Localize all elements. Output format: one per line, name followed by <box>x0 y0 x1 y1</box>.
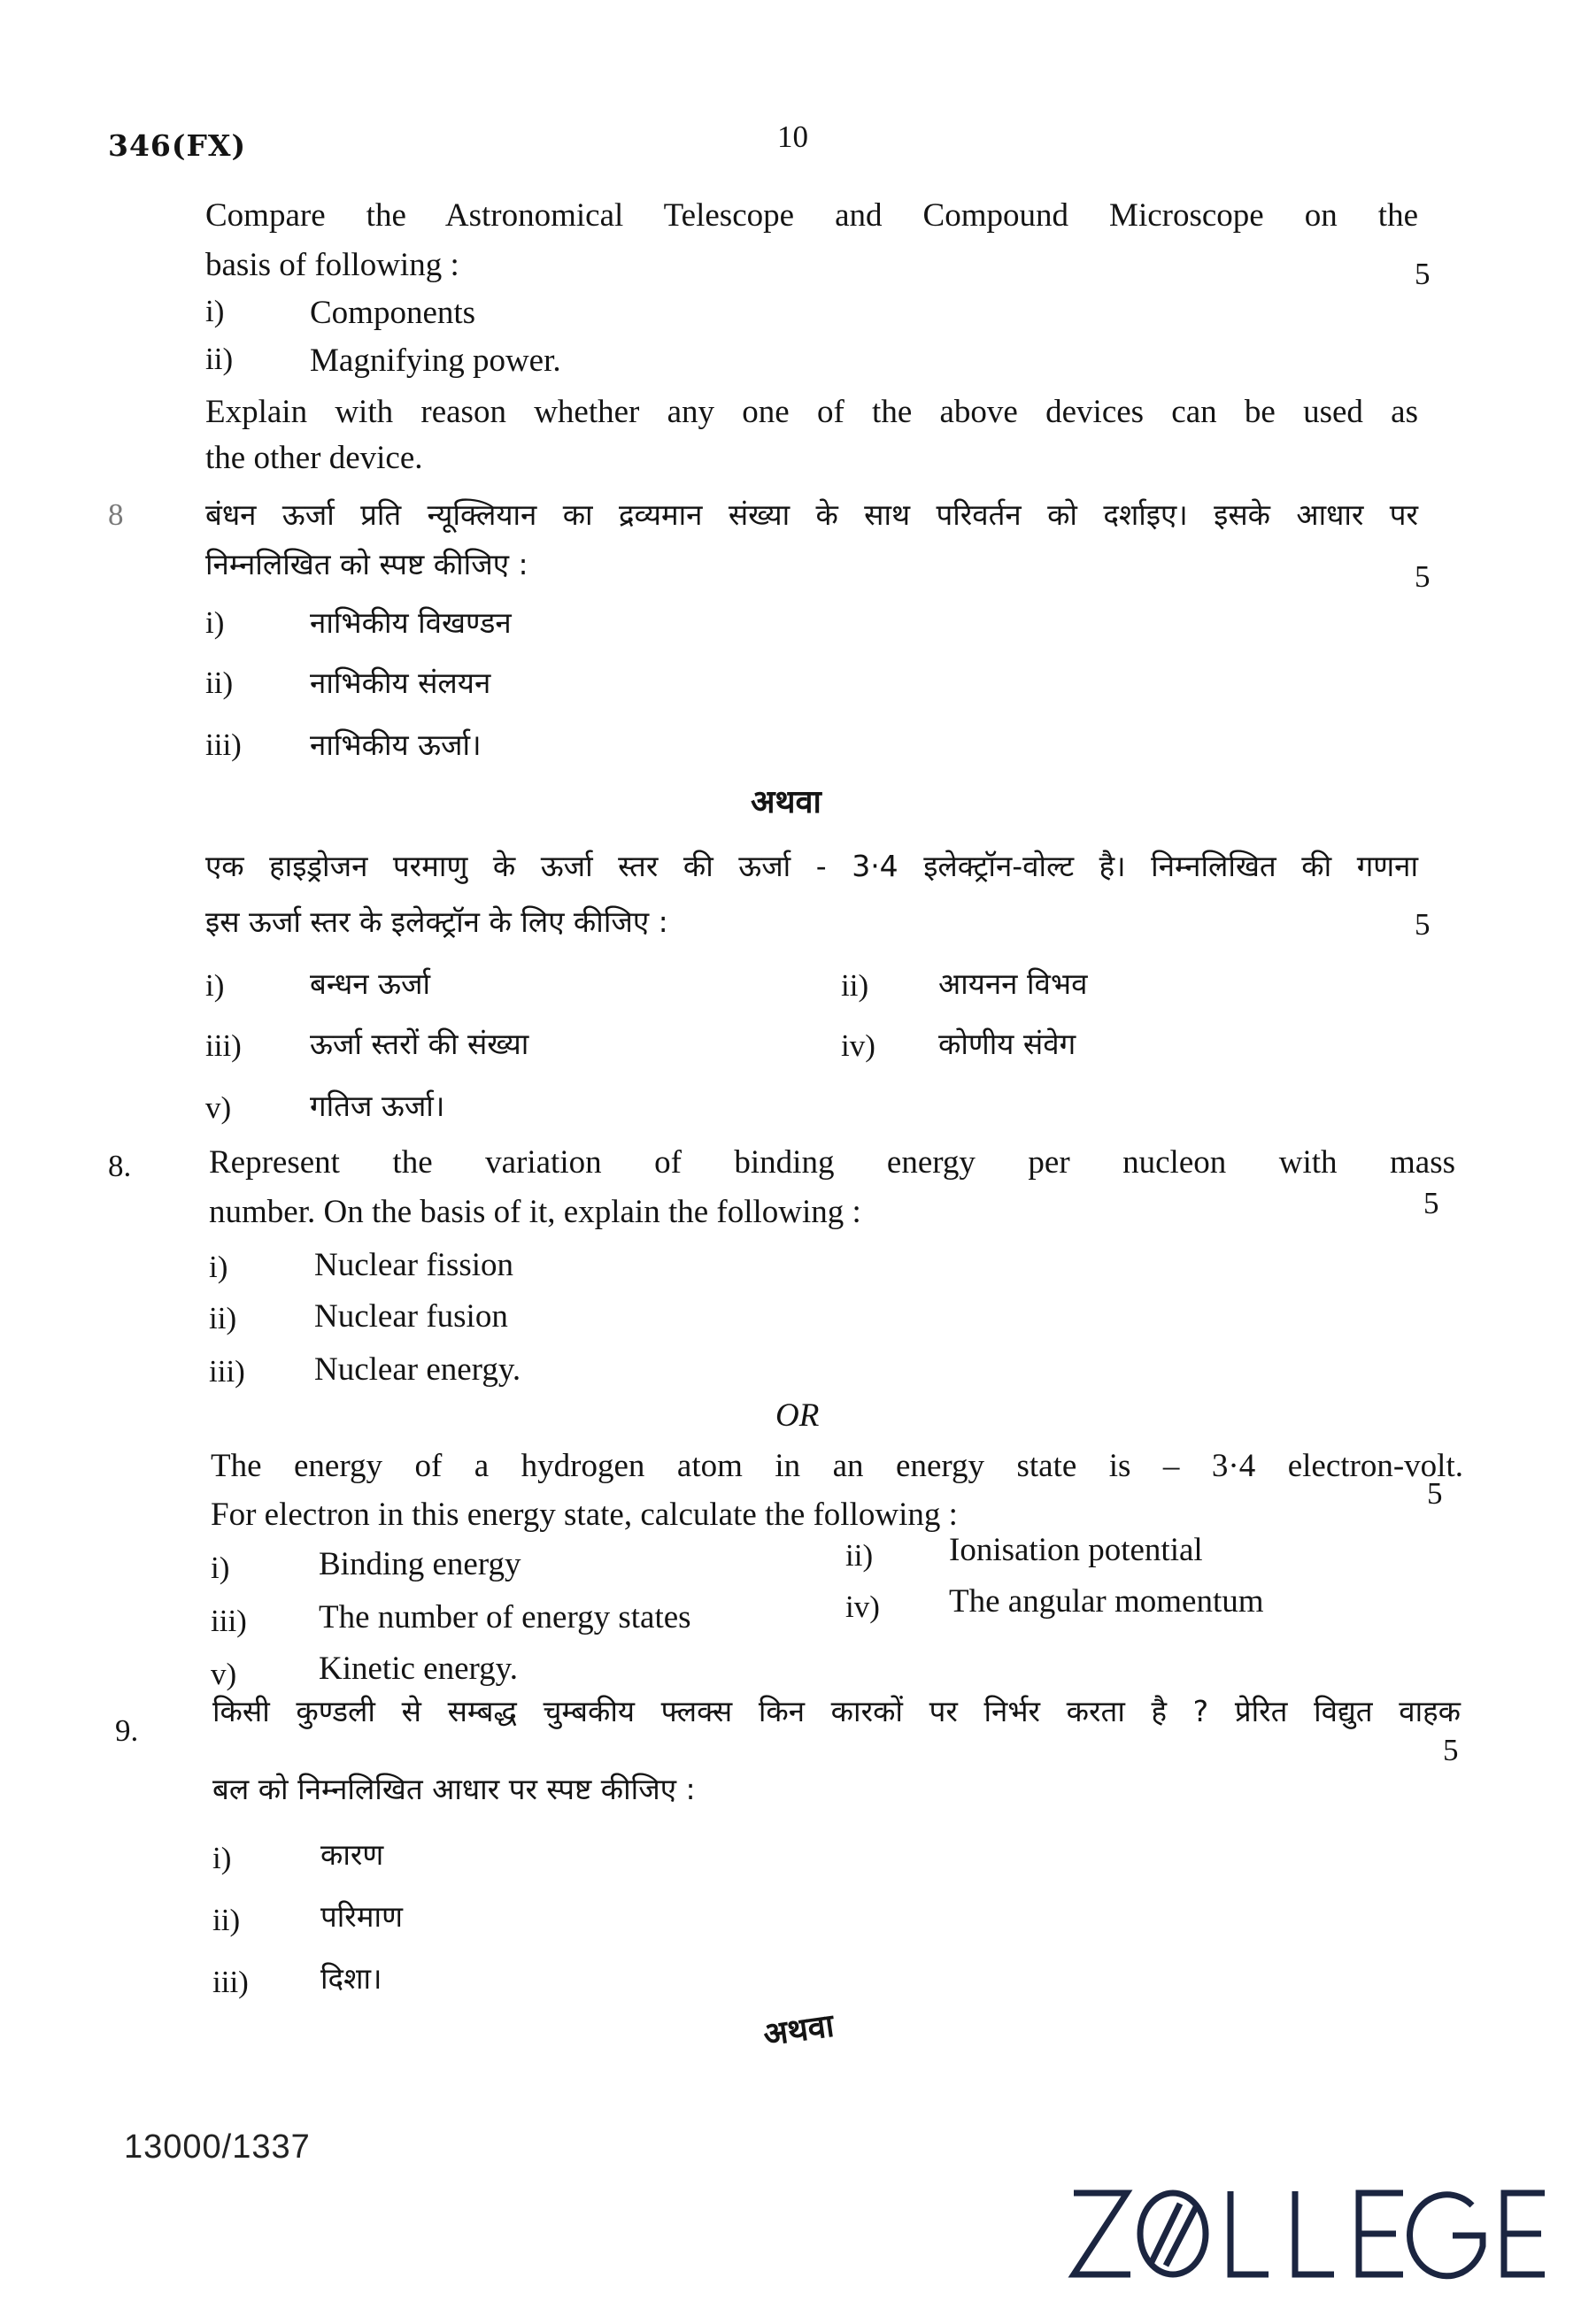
q8-english-item-text: Nuclear fission <box>314 1247 514 1283</box>
q8-english-alt-line1: The energy of a hydrogen atom in an energy state is – 3·4 electron-volt. <box>211 1448 1463 1484</box>
q8-hindi-item-num: ii) <box>205 666 234 700</box>
q8-hindi-alt-item-text: कोणीय संवेग <box>938 1027 1076 1061</box>
q8-english-line2: number. On the basis of it, explain the following : <box>209 1194 861 1230</box>
q8-hindi-alt-item-num: iv) <box>841 1028 875 1063</box>
q8-english-item-text: Nuclear energy. <box>314 1351 521 1388</box>
footer-code: 13000/1337 <box>124 2128 311 2166</box>
q9-item-num: i) <box>212 1841 232 1875</box>
q8-hindi-alt-item-num: v) <box>205 1090 232 1125</box>
or-divider-q9: अथवा <box>760 2007 837 2054</box>
q9-line2: बल को निम्नलिखित आधार पर स्पष्ट कीजिए : <box>212 1772 696 1806</box>
q8-english-alt-item-text: The angular momentum <box>949 1583 1264 1620</box>
page-number: 10 <box>777 119 808 154</box>
q8-english-number: 8. <box>108 1149 132 1183</box>
q8-hindi-alt-item-text: ऊर्जा स्तरों की संख्या <box>310 1027 529 1061</box>
q9-number: 9. <box>115 1713 139 1748</box>
q8-hindi-item-text: नाभिकीय ऊर्जा। <box>310 727 482 762</box>
q8-english-item-text: Nuclear fusion <box>314 1298 508 1335</box>
q8-hindi-item-text: नाभिकीय विखण्डन <box>310 605 512 640</box>
q8-english-alt-line2: For electron in this energy state, calculate the following : <box>211 1497 958 1533</box>
q7-explain-line2: the other device. <box>205 440 423 476</box>
q8-hindi-alt-item-num: ii) <box>841 968 869 1003</box>
q8-english-item-num: iii) <box>209 1354 245 1389</box>
q8-english-alt-item-num: iii) <box>211 1604 247 1638</box>
q8-english-alt-item-text: Binding energy <box>319 1546 521 1582</box>
q8-english-alt-marks: 5 <box>1427 1476 1443 1511</box>
q8-english-item-num: i) <box>209 1250 228 1284</box>
q8-english-alt-item-num: v) <box>211 1657 237 1691</box>
q7-text-line1: Compare the Astronomical Telescope and Compound Microscope on the <box>205 197 1418 234</box>
q7-item-num: i) <box>205 294 225 328</box>
q8-english-alt-item-num: ii) <box>845 1538 874 1573</box>
zollege-logo <box>1067 2184 1549 2282</box>
q8-english-alt-item-text: Ionisation potential <box>949 1532 1203 1568</box>
q9-item-num: iii) <box>212 1965 249 1999</box>
q9-item-text: परिमाण <box>320 1899 403 1934</box>
q8-english-alt-item-num: iv) <box>845 1589 880 1624</box>
q8-english-marks: 5 <box>1423 1186 1439 1220</box>
q8-hindi-alt-item-text: गतिज ऊर्जा। <box>310 1089 445 1123</box>
q8-english-item-num: ii) <box>209 1301 237 1335</box>
q8-english-alt-item-text: Kinetic energy. <box>319 1651 518 1687</box>
or-divider-english: OR <box>775 1397 820 1434</box>
q8-hindi-line1: बंधन ऊर्जा प्रति न्यूक्लियान का द्रव्यमान संख्या के साथ परिवर्तन को दर्शाइए। इसके आधार पर <box>205 497 1418 532</box>
q7-item-text: Magnifying power. <box>310 342 561 379</box>
q7-marks: 5 <box>1415 257 1431 291</box>
logo-mark <box>1074 2191 1545 2276</box>
q8-hindi-item-num: iii) <box>205 727 242 762</box>
q8-hindi-alt-marks: 5 <box>1415 907 1431 942</box>
q8-hindi-item-text: नाभिकीय संलयन <box>310 666 491 700</box>
q9-item-text: कारण <box>320 1837 384 1872</box>
q9-marks: 5 <box>1443 1733 1459 1767</box>
q8-hindi-marks: 5 <box>1415 559 1431 594</box>
paper-code: 346(FX) <box>108 128 247 163</box>
q8-hindi-alt-item-num: iii) <box>205 1028 242 1063</box>
q9-line1: किसी कुण्डली से सम्बद्ध चुम्बकीय फ्लक्स किन कारकों पर निर्भर करता है ? प्रेरित विद्युत वाहक <box>212 1694 1461 1728</box>
or-divider-hindi: अथवा <box>751 784 821 820</box>
q7-item-num: ii) <box>205 342 234 376</box>
q8-hindi-item-num: i) <box>205 605 225 640</box>
q8-english-alt-item-text: The number of energy states <box>319 1599 691 1635</box>
q8-hindi-line2: निम्नलिखित को स्पष्ट कीजिए : <box>205 547 528 581</box>
q8-hindi-alt-line2: इस ऊर्जा स्तर के इलेक्ट्रॉन के लिए कीजिए : <box>205 904 668 939</box>
q8-hindi-alt-item-text: बन्धन ऊर्जा <box>310 966 431 1001</box>
q8-hindi-alt-line1: एक हाइड्रोजन परमाणु के ऊर्जा स्तर की ऊर्जा - 3·4 इलेक्ट्रॉन-वोल्ट है। निम्नलिखित की गणना <box>205 849 1418 883</box>
q7-explain-line1: Explain with reason whether any one of the above devices can be used as <box>205 394 1418 430</box>
q7-text-line2: basis of following : <box>205 247 459 283</box>
q8-hindi-number: 8 <box>108 497 124 532</box>
q7-item-text: Components <box>310 295 476 331</box>
q9-item-text: दिशा। <box>320 1961 382 1996</box>
q8-hindi-alt-item-num: i) <box>205 968 225 1003</box>
q9-item-num: ii) <box>212 1903 241 1937</box>
q8-english-alt-item-num: i) <box>211 1551 230 1585</box>
q8-english-line1: Represent the variation of binding energy per nucleon with mass <box>209 1144 1455 1181</box>
q8-hindi-alt-item-text: आयनन विभव <box>938 966 1088 1001</box>
